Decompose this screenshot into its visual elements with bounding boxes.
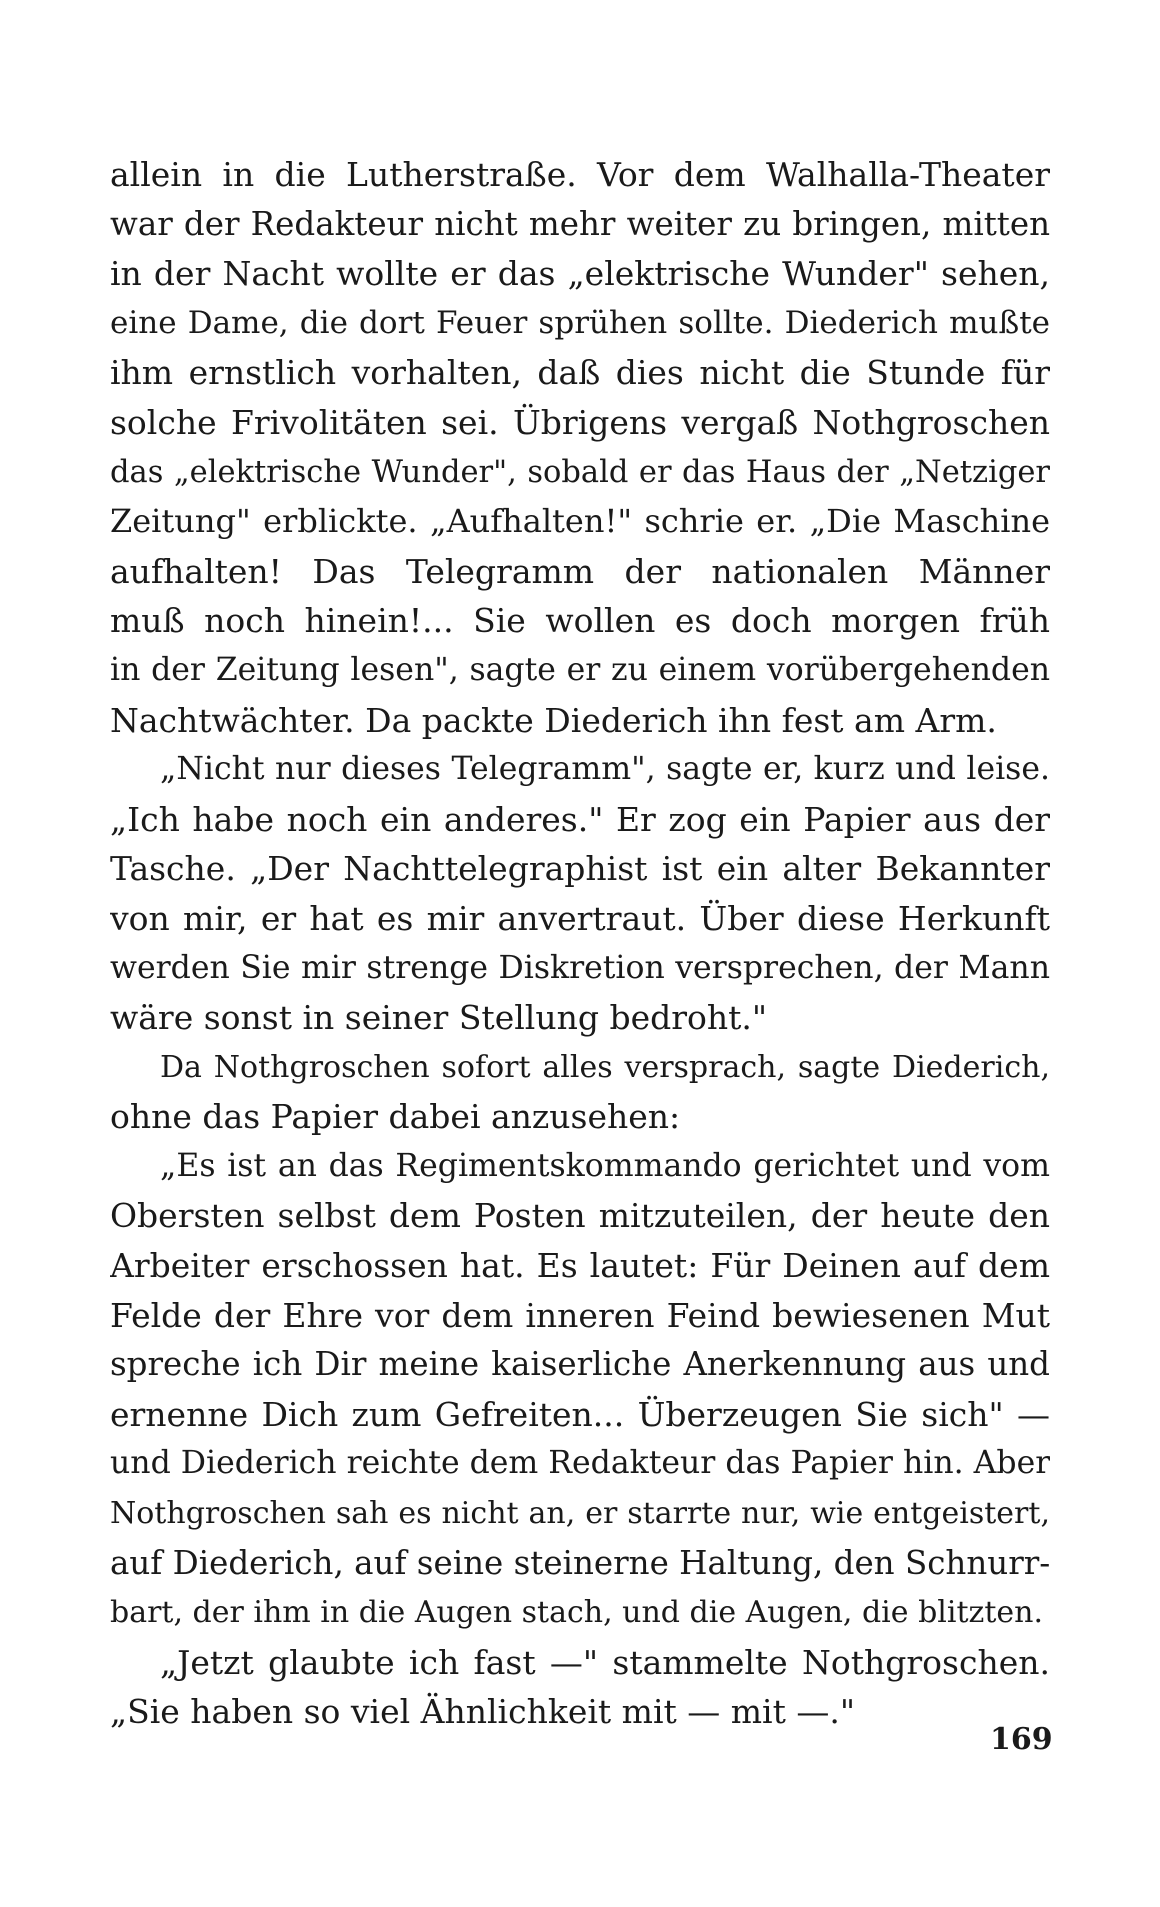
text-line: „Es ist an das Regimentskommando gerichtet und vom (160, 1147, 1050, 1184)
text-line: „Jetzt glaubte ich fast —" stammelte Nothgroschen. (160, 1642, 1050, 1682)
text-line: das „elektrische Wunder", sobald er das Haus der „Netziger (110, 454, 1050, 490)
text-line: allein in die Lutherstraße. Vor dem Walhalla-Theater (110, 155, 1050, 194)
text-line: Tasche. „Der Nachttelegraphist ist ein alter Bekannter (110, 849, 1050, 889)
text-line: ohne das Papier dabei anzusehen: (110, 1097, 681, 1137)
text-line: Felde der Ehre vor dem inneren Feind bewiesenen Mut (110, 1295, 1050, 1335)
text-line: Zeitung" erblickte. „Aufhalten!" schrie er. „Die Maschine (110, 502, 1050, 541)
text-line: Arbeiter erschossen hat. Es lautet: Für Deinen auf dem (110, 1246, 1050, 1286)
text-line: „Sie haben so viel Ähnlichkeit mit — mit —." (110, 1692, 856, 1732)
text-line: wäre sonst in seiner Stellung bedroht." (110, 998, 768, 1038)
text-line: Obersten selbst dem Posten mitzuteilen, der heute den (110, 1196, 1050, 1236)
text-line: ernenne Dich zum Gefreiten... Überzeugen Sie sich" — (110, 1394, 1050, 1434)
text-line: werden Sie mir strenge Diskretion versprechen, der Mann (110, 949, 1050, 986)
text-line: eine Dame, die dort Feuer sprühen sollte. Diederich mußte (110, 304, 1050, 341)
text-line: Nachtwächter. Da packte Diederich ihn fest am Arm. (110, 700, 997, 740)
text-line: in der Nacht wollte er das „elektrische Wunder" sehen, (110, 254, 1050, 294)
text-line: solche Frivolitäten sei. Übrigens vergaß Nothgroschen (110, 402, 1050, 442)
text-line: „Nicht nur dieses Telegramm", sagte er, kurz und leise. (160, 751, 1050, 788)
text-line: spreche ich Dir meine kaiserliche Anerkennung aus und (110, 1345, 1050, 1384)
text-line: ihm ernstlich vorhalten, daß dies nicht die Stunde für (110, 353, 1050, 393)
text-line: „Ich habe noch ein anderes." Er zog ein Papier aus der (110, 799, 1050, 839)
text-line: aufhalten! Das Telegramm der nationalen Männer (110, 551, 1050, 591)
text-line: muß noch hinein!... Sie wollen es doch morgen früh (110, 601, 1050, 641)
text-line: Da Nothgroschen sofort alles versprach, sagte Diederich, (160, 1049, 1050, 1085)
text-line: Nothgroschen sah es nicht an, er starrte nur, wie entgeistert, (110, 1496, 1050, 1532)
page-number: 169 (990, 1722, 1053, 1757)
page-text (110, 150, 1050, 1737)
text-line: und Diederich reichte dem Redakteur das Papier hin. Aber (110, 1445, 1050, 1482)
text-line: von mir, er hat es mir anvertraut. Über diese Herkunft (110, 898, 1050, 938)
text-line: bart, der ihm in die Augen stach, und die Augen, die blitzten. (110, 1595, 1043, 1631)
text-line: war der Redakteur nicht mehr weiter zu bringen, mitten (110, 204, 1050, 243)
text-line: auf Diederich, auf seine steinerne Haltung, den Schnurr- (110, 1543, 1050, 1582)
text-line: in der Zeitung lesen", sagte er zu einem vorübergehenden (110, 651, 1050, 688)
